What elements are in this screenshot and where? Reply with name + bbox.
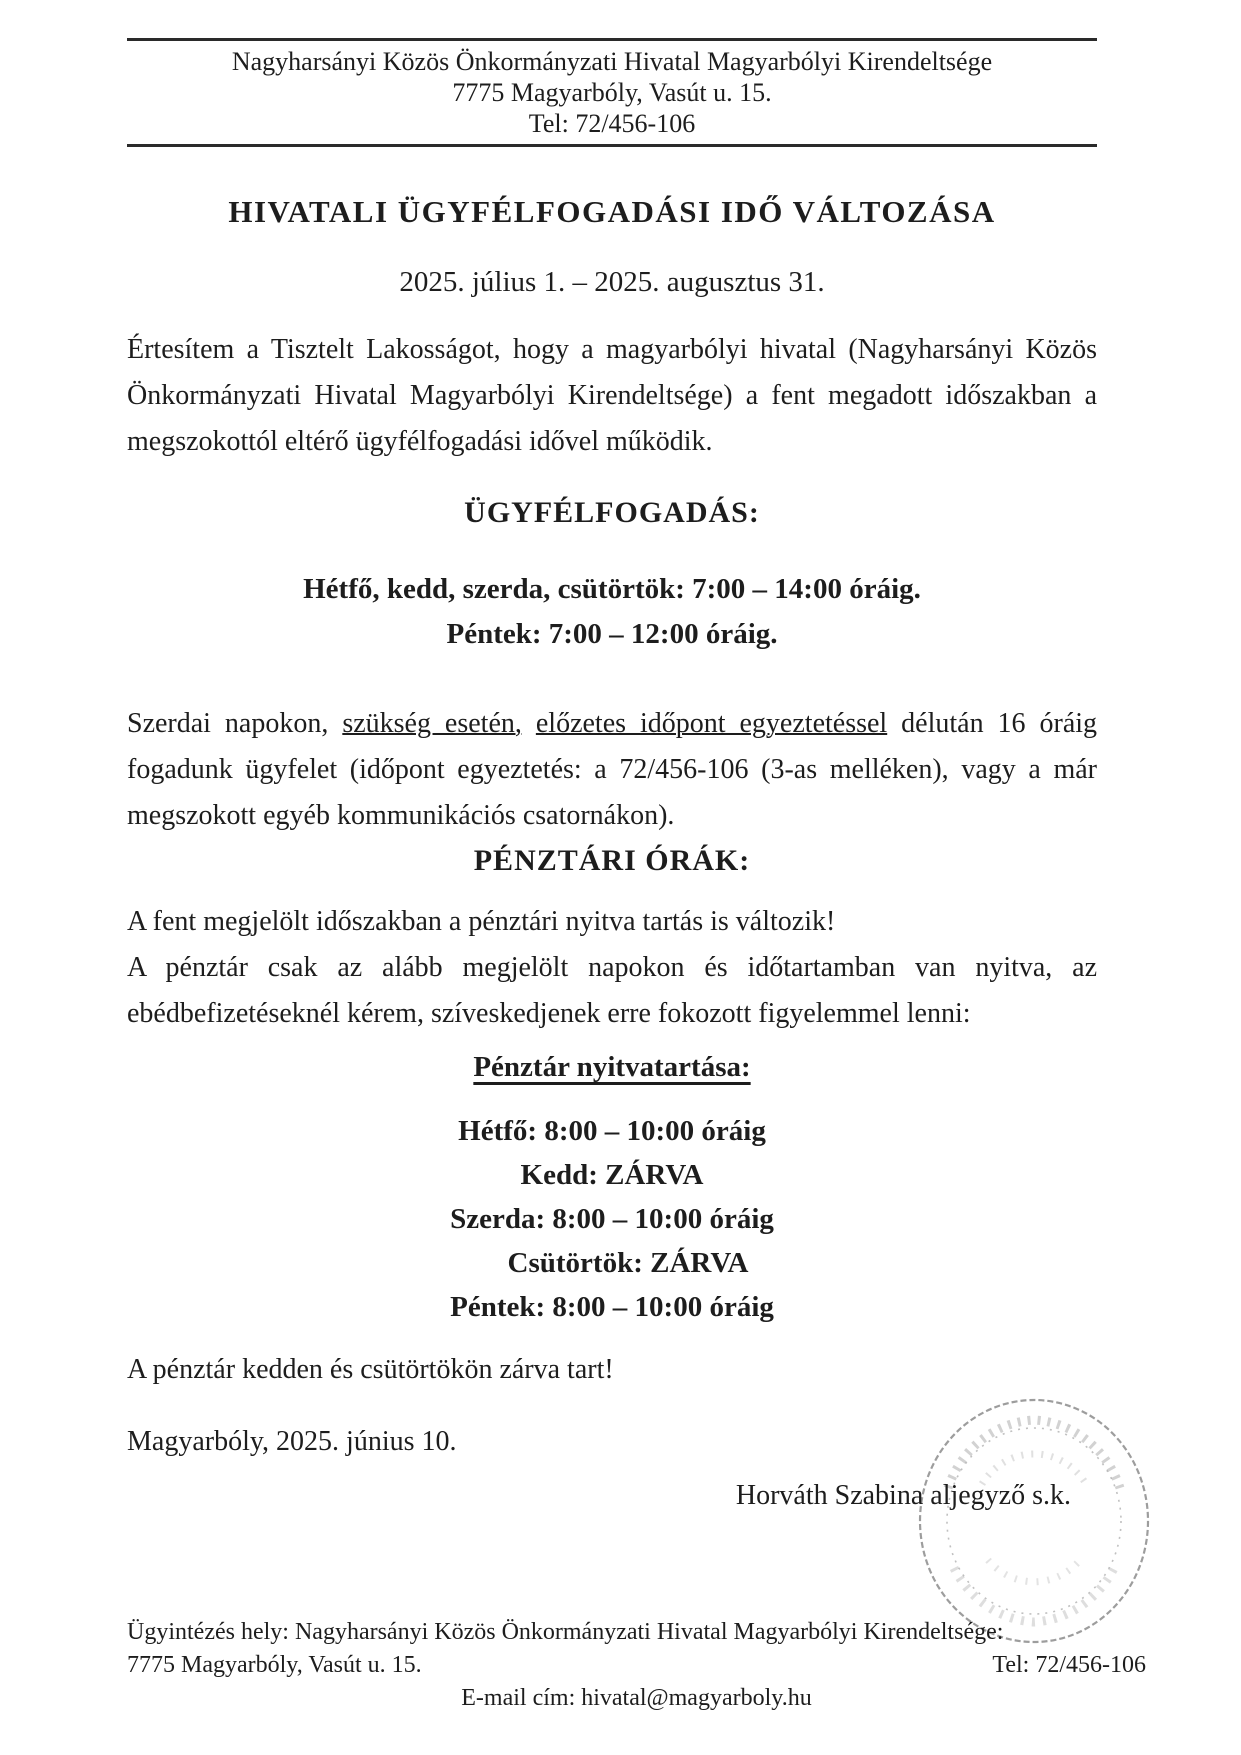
footer-contact-row: [127, 1649, 1146, 1682]
intro-paragraph: Értesítem a Tisztelt Lakosságot, hogy a magyarbólyi hivatal (Nagyharsányi Közös Önkormányzati Hivatal Magyarbólyi Kirendeltsége) a fent megadott időszakban a megszokottól eltérő ügyfélfogadási idővel működik.: [127, 334, 1097, 457]
letterhead: [127, 41, 1097, 142]
footer-phone: Tel: 72/456-106: [992, 1652, 1146, 1678]
cashier-notes: [127, 899, 1097, 1037]
wednesday-note-underlined-1: szükség esetén,: [342, 708, 522, 739]
reception-heading: ÜGYFÉLFOGADÁS:: [464, 496, 760, 529]
org-address: 7775 Magyarbóly, Vasút u. 15.: [452, 78, 772, 107]
reception-hours-weekdays: Hétfő, kedd, szerda, csütörtök: 7:00 – 14:00 óráig.: [303, 573, 921, 605]
cashier-schedule-tuesday: Kedd: ZÁRVA: [520, 1159, 704, 1191]
place-and-date: Magyarbóly, 2025. június 10.: [127, 1426, 457, 1457]
cashier-note-2: A pénztár csak az alább megjelölt napokon és időtartamban van nyitva, az ebédbefizetéseknél kérem, szíveskedjenek erre fokozott figyelemmel lenni:: [127, 952, 1097, 1029]
cashier-schedule-friday: Péntek: 8:00 – 10:00 óráig: [450, 1291, 774, 1323]
cashier-note-1: A fent megjelölt időszakban a pénztári nyitva tartás is változik!: [127, 906, 836, 937]
letterhead-bottom-rule: [127, 144, 1097, 147]
footer-office-line: Ügyintézés hely: Nagyharsányi Közös Önkormányzati Hivatal Magyarbólyi Kirendeltsége:: [127, 1619, 1004, 1645]
reception-hours-friday: Péntek: 7:00 – 12:00 óráig.: [446, 618, 778, 650]
wednesday-note-separator: [522, 708, 536, 739]
wednesday-note-lead: Szerdai napokon,: [127, 708, 343, 739]
org-name: Nagyharsányi Közös Önkormányzati Hivatal Magyarbólyi Kirendeltsége: [231, 47, 993, 76]
footer: [127, 1616, 1146, 1715]
cashier-schedule-monday: Hétfő: 8:00 – 10:00 óráig: [458, 1115, 766, 1147]
wednesday-note-underlined-2: előzetes időpont egyeztetéssel: [535, 708, 888, 739]
footer-email: E-mail cím: hivatal@magyarboly.hu: [461, 1685, 812, 1711]
footer-address: 7775 Magyarbóly, Vasút u. 15.: [127, 1652, 422, 1678]
document-content: [0, 38, 1241, 1517]
org-phone: Tel: 72/456-106: [528, 109, 696, 138]
signature-name: Horváth Szabina aljegyző s.k.: [735, 1480, 1071, 1511]
cashier-heading: PÉNZTÁRI ÓRÁK:: [473, 844, 751, 877]
cashier-schedule-wednesday: Szerda: 8:00 – 10:00 óráig: [450, 1203, 774, 1235]
cashier-schedule-thursday: Csütörtök: ZÁRVA: [507, 1247, 749, 1279]
cashier-schedule: [127, 1109, 1097, 1329]
wednesday-note: [127, 701, 1097, 839]
notice-title: HIVATALI ÜGYFÉLFOGADÁSI IDŐ VÁLTOZÁSA: [228, 194, 996, 229]
date-range: 2025. július 1. – 2025. augusztus 31.: [399, 266, 825, 298]
cashier-closing-note: A pénztár kedden és csütörtökön zárva tart!: [127, 1354, 614, 1385]
cashier-schedule-heading: Pénztár nyitvatartása:: [473, 1051, 751, 1083]
wednesday-note-rest: délután 16 óráig fogadunk ügyfelet (időpont egyeztetés: a 72/456-106 (3-as melléken), vagy a már megszokott egyéb kommunikációs csatornákon).: [127, 708, 1098, 831]
